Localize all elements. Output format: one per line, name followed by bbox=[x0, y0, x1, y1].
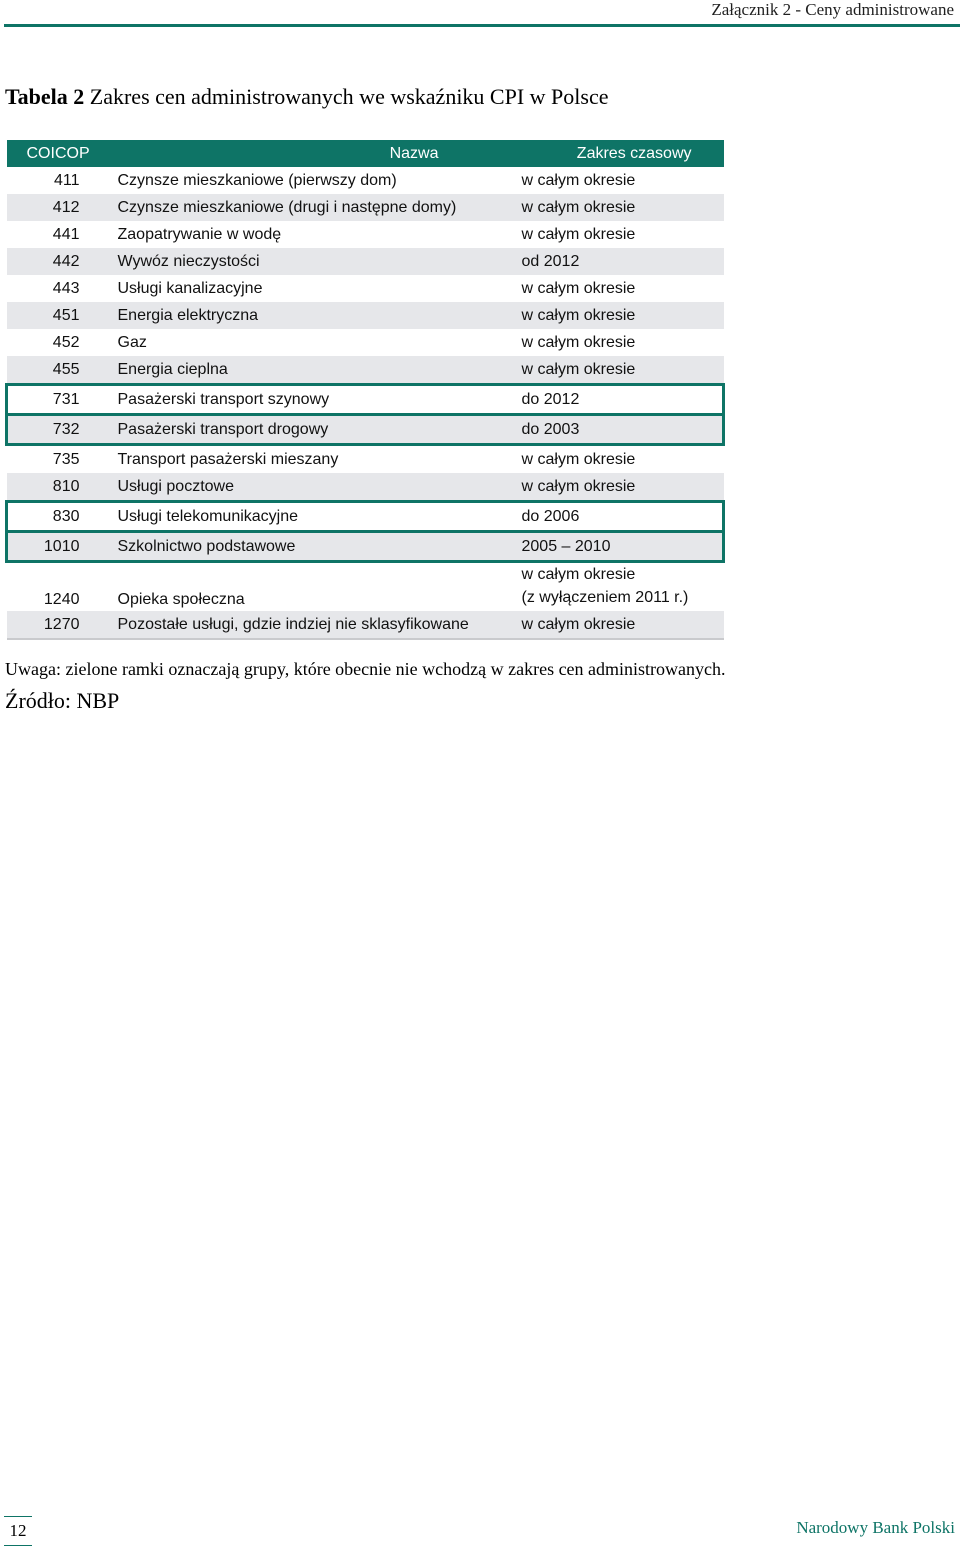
coicop-code: 443 bbox=[7, 275, 97, 302]
table-row bbox=[7, 562, 724, 612]
table-row bbox=[7, 302, 724, 329]
page-number: 12 bbox=[4, 1516, 32, 1546]
table-row bbox=[7, 221, 724, 248]
column-header-name: Nazwa bbox=[97, 140, 501, 167]
table-row bbox=[7, 194, 724, 221]
table-row-excluded bbox=[7, 415, 724, 445]
table-title bbox=[5, 84, 609, 110]
section-header: Załącznik 2 - Ceny administrowane bbox=[711, 0, 954, 19]
time-range: w całym okresie bbox=[501, 611, 724, 639]
category-name: Czynsze mieszkaniowe (pierwszy dom) bbox=[97, 167, 501, 194]
time-range: do 2006 bbox=[501, 502, 724, 532]
table-row-excluded bbox=[7, 502, 724, 532]
time-range: w całym okresie bbox=[501, 194, 724, 221]
footer-institution: Narodowy Bank Polski bbox=[796, 1518, 955, 1537]
coicop-code: 1010 bbox=[7, 532, 97, 562]
header-divider bbox=[4, 24, 960, 27]
category-name: Opieka społeczna bbox=[97, 562, 501, 612]
coicop-code: 735 bbox=[7, 445, 97, 474]
category-name: Transport pasażerski mieszany bbox=[97, 445, 501, 474]
category-name: Czynsze mieszkaniowe (drugi i następne domy) bbox=[97, 194, 501, 221]
category-name: Szkolnictwo podstawowe bbox=[97, 532, 501, 562]
category-name: Usługi telekomunikacyjne bbox=[97, 502, 501, 532]
coicop-code: 732 bbox=[7, 415, 97, 445]
coicop-code: 451 bbox=[7, 302, 97, 329]
time-range: w całym okresie bbox=[501, 329, 724, 356]
coicop-code: 455 bbox=[7, 356, 97, 385]
category-name: Gaz bbox=[97, 329, 501, 356]
column-header-coicop: COICOP bbox=[7, 140, 97, 167]
table-label: Tabela 2 bbox=[5, 84, 85, 109]
coicop-code: 452 bbox=[7, 329, 97, 356]
time-range: do 2012 bbox=[501, 385, 724, 415]
category-name: Zaopatrywanie w wodę bbox=[97, 221, 501, 248]
coicop-code: 830 bbox=[7, 502, 97, 532]
table-title-text: Zakres cen administrowanych we wskaźniku CPI w Polsce bbox=[89, 84, 609, 109]
table-row bbox=[7, 611, 724, 639]
time-range-line-2: (z wyłączeniem 2011 r.) bbox=[521, 589, 689, 606]
time-range: do 2003 bbox=[501, 415, 724, 445]
category-name: Energia cieplna bbox=[97, 356, 501, 385]
coicop-code: 412 bbox=[7, 194, 97, 221]
column-header-period: Zakres czasowy bbox=[501, 140, 724, 167]
time-range: w całym okresie bbox=[501, 302, 724, 329]
time-range: 2005 – 2010 bbox=[501, 532, 724, 562]
administered-prices-table bbox=[5, 140, 722, 640]
time-range: w całym okresie bbox=[501, 167, 724, 194]
coicop-code: 442 bbox=[7, 248, 97, 275]
coicop-code: 411 bbox=[7, 167, 97, 194]
table-row bbox=[7, 275, 724, 302]
coicop-code: 810 bbox=[7, 473, 97, 502]
time-range bbox=[501, 562, 724, 612]
coicop-code: 1270 bbox=[7, 611, 97, 639]
table-row bbox=[7, 167, 724, 194]
category-name: Pozostałe usługi, gdzie indziej nie sklasyfikowane bbox=[97, 611, 501, 639]
category-name: Energia elektryczna bbox=[97, 302, 501, 329]
time-range: od 2012 bbox=[501, 248, 724, 275]
table-note: Uwaga: zielone ramki oznaczają grupy, które obecnie nie wchodzą w zakres cen administrowanych. bbox=[5, 659, 726, 679]
category-name: Pasażerski transport drogowy bbox=[97, 415, 501, 445]
time-range: w całym okresie bbox=[501, 275, 724, 302]
coicop-code: 731 bbox=[7, 385, 97, 415]
source-note: Źródło: NBP bbox=[5, 688, 120, 713]
coicop-code: 1240 bbox=[7, 562, 97, 612]
time-range: w całym okresie bbox=[501, 445, 724, 474]
category-name: Usługi pocztowe bbox=[97, 473, 501, 502]
table-row bbox=[7, 473, 724, 502]
coicop-code: 441 bbox=[7, 221, 97, 248]
table-row-excluded bbox=[7, 532, 724, 562]
category-name: Wywóz nieczystości bbox=[97, 248, 501, 275]
category-name: Usługi kanalizacyjne bbox=[97, 275, 501, 302]
table-row bbox=[7, 248, 724, 275]
table-row-excluded bbox=[7, 385, 724, 415]
table-row bbox=[7, 445, 724, 474]
time-range: w całym okresie bbox=[501, 356, 724, 385]
category-name: Pasażerski transport szynowy bbox=[97, 385, 501, 415]
time-range: w całym okresie bbox=[501, 473, 724, 502]
table-header-row bbox=[7, 140, 724, 167]
table-row bbox=[7, 329, 724, 356]
time-range: w całym okresie bbox=[501, 221, 724, 248]
table-row bbox=[7, 356, 724, 385]
time-range-line-1: w całym okresie bbox=[521, 566, 636, 583]
